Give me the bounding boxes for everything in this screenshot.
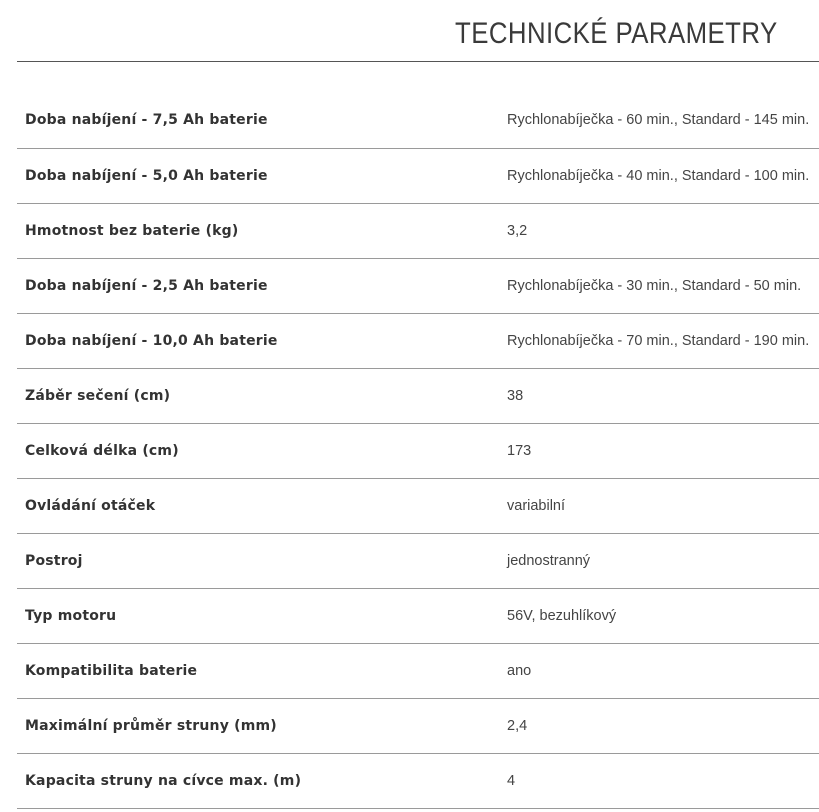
table-row [17,753,819,808]
parameter-value: 56V, bezuhlíkový [507,588,819,643]
parameter-name: Typ motoru [17,588,507,643]
title-divider [17,61,819,62]
parameter-name: Doba nabíjení - 2,5 Ah baterie [17,258,507,313]
parameter-value: variabilní [507,478,819,533]
parameter-value: Rychlonabíječka - 70 min., Standard - 190 min. [507,313,819,368]
table-row [17,478,819,533]
parameter-value: 38 [507,368,819,423]
table-row [17,533,819,588]
table-row [17,423,819,478]
parameter-name: Kapacita struny na cívce max. (m) [17,753,507,808]
parameter-name: Hmotnost bez baterie (kg) [17,203,507,258]
parameter-name: Celková délka (cm) [17,423,507,478]
parameter-value: 3,2 [507,203,819,258]
table-row [17,203,819,258]
technical-parameters-table [17,93,819,809]
parameter-name: Kompatibilita baterie [17,643,507,698]
parameter-value: ano [507,643,819,698]
parameter-value: jednostranný [507,533,819,588]
parameter-value: 2,4 [507,698,819,753]
parameter-name: Záběr sečení (cm) [17,368,507,423]
parameter-name: Doba nabíjení - 7,5 Ah baterie [17,93,507,148]
table-row [17,148,819,203]
parameter-value: 4 [507,753,819,808]
parameter-value: 173 [507,423,819,478]
parameter-name: Doba nabíjení - 10,0 Ah baterie [17,313,507,368]
table-row [17,258,819,313]
parameter-value: Rychlonabíječka - 60 min., Standard - 145 min. [507,93,819,148]
table-row [17,93,819,148]
page-header [0,0,819,62]
page-title: TECHNICKÉ PARAMETRY [455,17,778,50]
table-row [17,698,819,753]
parameter-value: Rychlonabíječka - 40 min., Standard - 100 min. [507,148,819,203]
table-row [17,368,819,423]
table-row [17,588,819,643]
parameter-name: Ovládání otáček [17,478,507,533]
parameter-name: Postroj [17,533,507,588]
parameter-name: Maximální průměr struny (mm) [17,698,507,753]
parameter-value: Rychlonabíječka - 30 min., Standard - 50 min. [507,258,819,313]
table-row [17,643,819,698]
table-row [17,313,819,368]
parameter-name: Doba nabíjení - 5,0 Ah baterie [17,148,507,203]
